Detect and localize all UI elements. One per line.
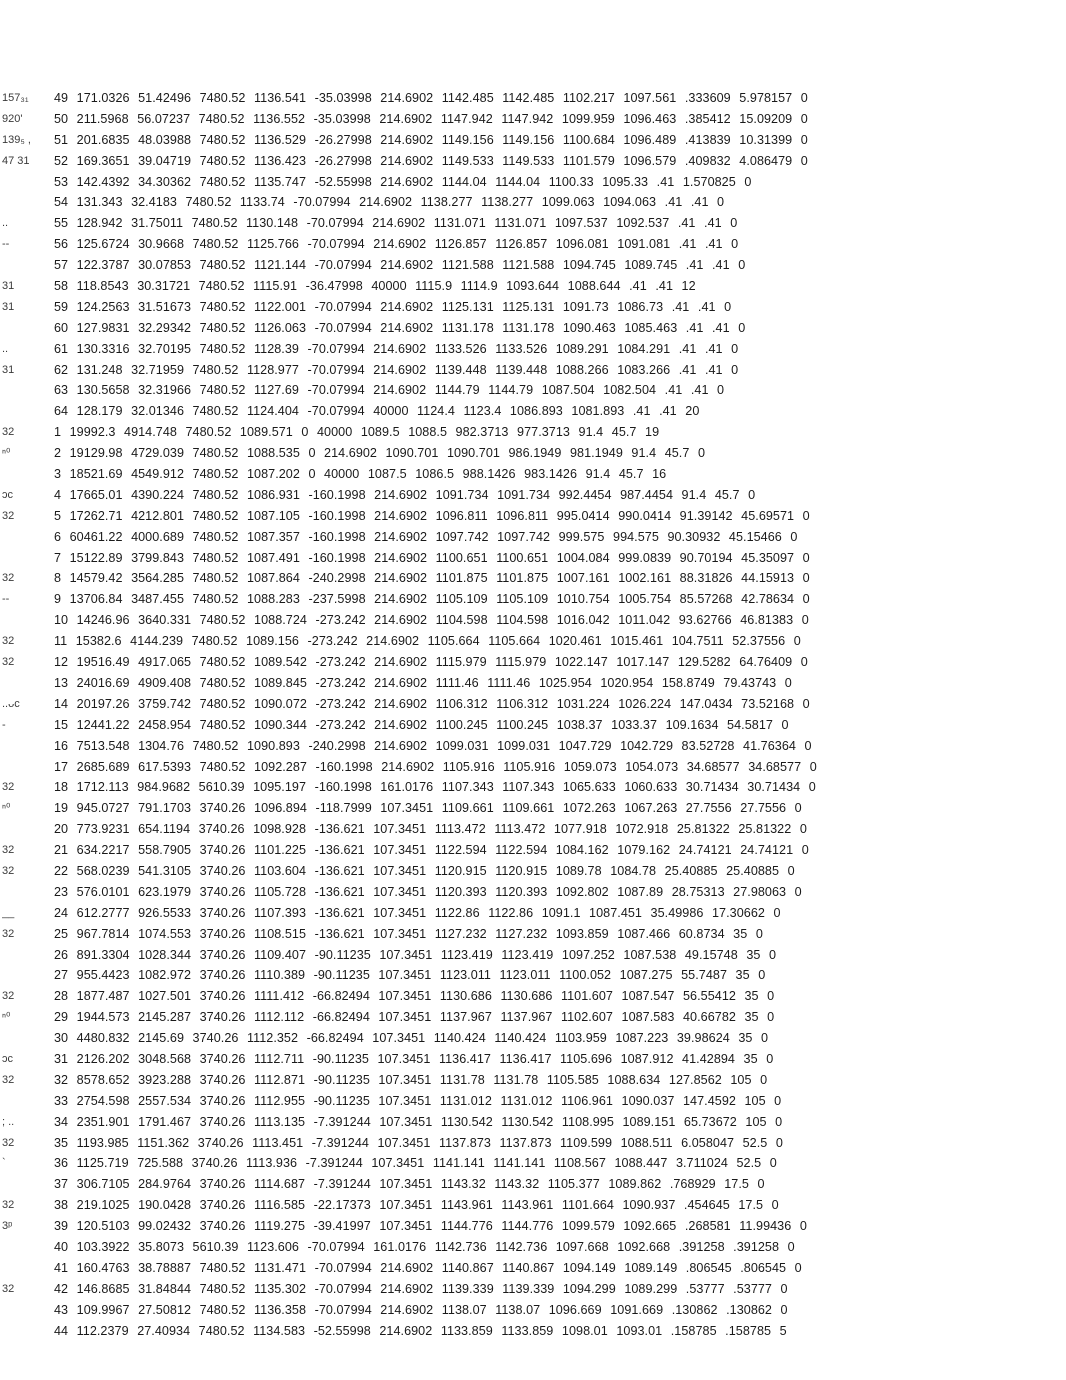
margin-annotation: 32	[2, 572, 15, 585]
data-row	[0, 1007, 1066, 1028]
margin-annotation: 32	[2, 781, 15, 794]
data-row	[0, 777, 1066, 798]
margin-annotation: ⁿ⁰	[2, 447, 11, 460]
row-values: 64 128.179 32.01346 7480.52 1124.404 -70.07994 40000 1124.4 1123.4 1086.893 1081.893 .41 .41 20	[54, 404, 700, 419]
row-values: 59 124.2563 31.51673 7480.52 1122.001 -70.07994 214.6902 1125.131 1125.131 1091.73 1086.73 .41 .41 0	[54, 299, 732, 314]
row-values: 14 20197.26 3759.742 7480.52 1090.072 -273.242 214.6902 1106.312 1106.312 1031.224 1026.224 147.0434 73.52168 0	[54, 696, 810, 711]
row-values: 36 1125.719 725.588 3740.26 1113.936 -7.391244 107.3451 1141.141 1141.141 1108.567 1088.447 3.711024 52.5 0	[54, 1156, 777, 1171]
data-row	[0, 1091, 1066, 1112]
data-row	[0, 861, 1066, 882]
data-row	[0, 1300, 1066, 1321]
data-row	[0, 130, 1066, 151]
data-row	[0, 1049, 1066, 1070]
data-row	[0, 736, 1066, 757]
data-row	[0, 443, 1066, 464]
data-row	[0, 694, 1066, 715]
data-row	[0, 840, 1066, 861]
row-values: 12 19516.49 4917.065 7480.52 1089.542 -273.242 214.6902 1115.979 1115.979 1022.147 1017.147 129.5282 64.76409 0	[54, 655, 808, 670]
row-values: 55 128.942 31.75011 7480.52 1130.148 -70.07994 214.6902 1131.071 1131.071 1097.537 1092.537 .41 .41 0	[54, 216, 738, 231]
margin-annotation: 3ᵖ	[2, 1220, 13, 1233]
margin-annotation: `	[2, 1157, 6, 1170]
row-values: 52 169.3651 39.04719 7480.52 1136.423 -26.27998 214.6902 1149.533 1149.533 1101.579 1096.579 .409832 4.086479 0	[54, 153, 808, 168]
data-row	[0, 945, 1066, 966]
margin-annotation: 157₃₁	[2, 92, 29, 104]
data-row	[0, 192, 1066, 213]
data-listing	[0, 88, 1066, 1341]
row-values: 27 955.4423 1082.972 3740.26 1110.389 -90.11235 107.3451 1123.011 1123.011 1100.052 1087.275 55.7487 35 0	[54, 968, 766, 983]
row-values: 29 1944.573 2145.287 3740.26 1112.112 -66.82494 107.3451 1137.967 1137.967 1102.607 1087.583 40.66782 35 0	[54, 1010, 775, 1025]
row-values: 2 19129.98 4729.039 7480.52 1088.535 0 214.6902 1090.701 1090.701 986.1949 981.1949 91.4 45.7 0	[54, 446, 706, 461]
data-row	[0, 1216, 1066, 1237]
data-row	[0, 485, 1066, 506]
margin-annotation: 32	[2, 1282, 15, 1295]
row-values: 62 131.248 32.71959 7480.52 1128.977 -70.07994 214.6902 1139.448 1139.448 1088.266 1083.266 .41 .41 0	[54, 362, 739, 377]
data-row	[0, 652, 1066, 673]
row-values: 30 4480.832 2145.69 3740.26 1112.352 -66.82494 107.3451 1140.424 1140.424 1103.959 1087.223 39.98624 35 0	[54, 1031, 769, 1046]
margin-annotation: __	[2, 906, 15, 919]
row-values: 20 773.9231 654.1194 3740.26 1098.928 -136.621 107.3451 1113.472 1113.472 1077.918 1072.918 25.81322 25.81322 0	[54, 822, 807, 837]
margin-annotation: ; ..	[2, 1115, 15, 1128]
data-row	[0, 506, 1066, 527]
margin-annotation: 32	[2, 1136, 15, 1149]
row-values: 56 125.6724 30.9668 7480.52 1125.766 -70.07994 214.6902 1126.857 1126.857 1096.081 1091.081 .41 .41 0	[54, 237, 739, 252]
margin-annotation: ⁿ⁰	[2, 802, 11, 815]
data-row	[0, 422, 1066, 443]
row-values: 17 2685.689 617.5393 7480.52 1092.287 -160.1998 214.6902 1105.916 1105.916 1059.073 1054.073 34.68577 34.68577 0	[54, 759, 817, 774]
row-values: 43 109.9967 27.50812 7480.52 1136.358 -70.07994 214.6902 1138.07 1138.07 1096.669 1091.669 .130862 .130862 0	[54, 1302, 788, 1317]
margin-annotation: ..ᴗᴄ	[2, 697, 20, 710]
margin-annotation: ..	[2, 342, 9, 355]
data-row	[0, 1279, 1066, 1300]
margin-annotation: 32	[2, 1199, 15, 1212]
margin-annotation: -	[2, 718, 6, 731]
row-values: 51 201.6835 48.03988 7480.52 1136.529 -26.27998 214.6902 1149.156 1149.156 1100.684 1096.489 .413839 10.31399 0	[54, 132, 808, 147]
row-values: 58 118.8543 30.31721 7480.52 1115.91 -36.47998 40000 1115.9 1114.9 1093.644 1088.644 .41 .41 12	[54, 279, 696, 294]
margin-annotation: 32	[2, 1073, 15, 1086]
margin-annotation: 31	[2, 300, 15, 313]
data-row	[0, 1112, 1066, 1133]
data-row	[0, 715, 1066, 736]
data-row	[0, 819, 1066, 840]
margin-annotation: ⁿ⁰	[2, 1011, 11, 1024]
margin-annotation: --	[2, 593, 10, 606]
row-values: 15 12441.22 2458.954 7480.52 1090.344 -273.242 214.6902 1100.245 1100.245 1038.37 1033.37 109.1634 54.5817 0	[54, 717, 789, 732]
row-values: 25 967.7814 1074.553 3740.26 1108.515 -136.621 107.3451 1127.232 1127.232 1093.859 1087.466 60.8734 35 0	[54, 926, 763, 941]
data-row	[0, 1133, 1066, 1154]
margin-annotation: 32	[2, 426, 15, 439]
row-values: 63 130.5658 32.31966 7480.52 1127.69 -70.07994 214.6902 1144.79 1144.79 1087.504 1082.504 .41 .41 0	[54, 383, 725, 398]
data-row	[0, 1237, 1066, 1258]
row-values: 6 60461.22 4000.689 7480.52 1087.357 -160.1998 214.6902 1097.742 1097.742 999.575 994.575 90.30932 45.15466 0	[54, 529, 798, 544]
data-row	[0, 903, 1066, 924]
row-values: 49 171.0326 51.42496 7480.52 1136.541 -35.03998 214.6902 1142.485 1142.485 1102.217 1097.561 .333609 5.978157 0	[54, 91, 808, 105]
margin-annotation: 32	[2, 864, 15, 877]
data-row	[0, 213, 1066, 234]
data-row	[0, 527, 1066, 548]
data-row	[0, 380, 1066, 401]
row-values: 18 1712.113 984.9682 5610.39 1095.197 -160.1998 161.0176 1107.343 1107.343 1065.633 1060.633 30.71434 30.71434 0	[54, 780, 816, 795]
data-row	[0, 151, 1066, 172]
data-row	[0, 1028, 1066, 1049]
row-values: 53 142.4392 34.30362 7480.52 1135.747 -52.55998 214.6902 1144.04 1144.04 1100.33 1095.33 .41 1.570825 0	[54, 174, 752, 189]
data-row	[0, 798, 1066, 819]
data-row	[0, 1321, 1066, 1342]
data-row	[0, 234, 1066, 255]
margin-annotation: --	[2, 238, 10, 251]
data-row	[0, 965, 1066, 986]
margin-annotation: 31	[2, 363, 15, 376]
data-row	[0, 673, 1066, 694]
data-row	[0, 1195, 1066, 1216]
row-values: 57 122.3787 30.07853 7480.52 1121.144 -70.07994 214.6902 1121.588 1121.588 1094.745 1089.745 .41 .41 0	[54, 258, 746, 273]
margin-annotation: 32	[2, 844, 15, 857]
data-row	[0, 276, 1066, 297]
row-values: 61 130.3316 32.70195 7480.52 1128.39 -70.07994 214.6902 1133.526 1133.526 1089.291 1084.291 .41 .41 0	[54, 341, 739, 356]
data-row	[0, 589, 1066, 610]
row-values: 44 112.2379 27.40934 7480.52 1134.583 -52.55998 214.6902 1133.859 1133.859 1098.01 1093.01 .158785 .158785 5	[54, 1323, 787, 1338]
row-values: 5 17262.71 4212.801 7480.52 1087.105 -160.1998 214.6902 1096.811 1096.811 995.0414 990.0414 91.39142 45.69571 0	[54, 508, 810, 523]
data-row	[0, 1070, 1066, 1091]
row-values: 8 14579.42 3564.285 7480.52 1087.864 -240.2998 214.6902 1101.875 1101.875 1007.161 1002.161 88.31826 44.15913 0	[54, 571, 810, 586]
row-values: 13 24016.69 4909.408 7480.52 1089.845 -273.242 214.6902 1111.46 1111.46 1025.954 1020.954 158.8749 79.43743 0	[54, 675, 792, 690]
data-row	[0, 172, 1066, 193]
margin-annotation: 32	[2, 927, 15, 940]
row-values: 31 2126.202 3048.568 3740.26 1112.711 -90.11235 107.3451 1136.417 1136.417 1105.696 1087.912 41.42894 35 0	[54, 1051, 774, 1066]
row-values: 38 219.1025 190.0428 3740.26 1116.585 -22.17373 107.3451 1143.961 1143.961 1101.664 1090.937 .454645 17.5 0	[54, 1198, 779, 1213]
margin-annotation: 32	[2, 635, 15, 648]
margin-annotation: ɔc	[2, 1052, 13, 1065]
row-values: 34 2351.901 1791.467 3740.26 1113.135 -7.391244 107.3451 1130.542 1130.542 1108.995 1089.151 65.73672 105 0	[54, 1114, 783, 1129]
row-values: 23 576.0101 623.1979 3740.26 1105.728 -136.621 107.3451 1120.393 1120.393 1092.802 1087.89 28.75313 27.98063 0	[54, 884, 802, 899]
row-values: 16 7513.548 1304.76 7480.52 1090.893 -240.2998 214.6902 1099.031 1099.031 1047.729 1042.729 83.52728 41.76364 0	[54, 738, 812, 753]
margin-annotation: ..	[2, 217, 9, 230]
row-values: 50 211.5968 56.07237 7480.52 1136.552 -35.03998 214.6902 1147.942 1147.942 1099.959 1096.463 .385412 15.09209 0	[54, 111, 808, 126]
data-row	[0, 757, 1066, 778]
data-row	[0, 986, 1066, 1007]
data-row	[0, 297, 1066, 318]
data-row	[0, 882, 1066, 903]
margin-annotation: ɔc	[2, 488, 13, 501]
row-values: 11 15382.6 4144.239 7480.52 1089.156 -273.242 214.6902 1105.664 1105.664 1020.461 1015.461 104.7511 52.37556 0	[54, 634, 801, 649]
data-row	[0, 318, 1066, 339]
margin-annotation: 32	[2, 990, 15, 1003]
row-values: 24 612.2777 926.5533 3740.26 1107.393 -136.621 107.3451 1122.86 1122.86 1091.1 1087.451 35.49986 17.30662 0	[54, 905, 781, 920]
row-values: 26 891.3304 1028.344 3740.26 1109.407 -90.11235 107.3451 1123.419 1123.419 1097.252 1087.538 49.15748 35 0	[54, 947, 777, 962]
margin-annotation: 139₅ ,	[2, 133, 31, 146]
row-values: 4 17665.01 4390.224 7480.52 1086.931 -160.1998 214.6902 1091.734 1091.734 992.4454 987.4454 91.4 45.7 0	[54, 487, 756, 502]
row-values: 28 1877.487 1027.501 3740.26 1111.412 -66.82494 107.3451 1130.686 1130.686 1101.607 1087.547 56.55412 35 0	[54, 989, 775, 1004]
row-values: 40 103.3922 35.8073 5610.39 1123.606 -70.07994 161.0176 1142.736 1142.736 1097.668 1092.668 .391258 .391258 0	[54, 1239, 795, 1254]
row-values: 9 13706.84 3487.455 7480.52 1088.283 -237.5998 214.6902 1105.109 1105.109 1010.754 1005.754 85.57268 42.78634 0	[54, 592, 810, 607]
data-row	[0, 109, 1066, 130]
row-values: 1 19992.3 4914.748 7480.52 1089.571 0 40000 1089.5 1088.5 982.3713 977.3713 91.4 45.7 19	[54, 425, 660, 440]
margin-annotation: 31	[2, 280, 15, 293]
row-values: 35 1193.985 1151.362 3740.26 1113.451 -7.391244 107.3451 1137.873 1137.873 1109.599 1088.511 6.058047 52.5 0	[54, 1135, 783, 1150]
margin-annotation: 32	[2, 509, 15, 522]
data-row	[0, 548, 1066, 569]
row-values: 33 2754.598 2557.534 3740.26 1112.955 -90.11235 107.3451 1131.012 1131.012 1106.961 1090.037 147.4592 105 0	[54, 1093, 782, 1108]
row-values: 32 8578.652 3923.288 3740.26 1112.871 -90.11235 107.3451 1131.78 1131.78 1105.585 1088.634 127.8562 105 0	[54, 1072, 768, 1087]
data-row	[0, 88, 1066, 109]
data-row	[0, 1258, 1066, 1279]
data-row	[0, 401, 1066, 422]
data-row	[0, 464, 1066, 485]
row-values: 19 945.0727 791.1703 3740.26 1096.894 -118.7999 107.3451 1109.661 1109.661 1072.263 1067.263 27.7556 27.7556 0	[54, 801, 802, 816]
data-row	[0, 1153, 1066, 1174]
row-values: 42 146.8685 31.84844 7480.52 1135.302 -70.07994 214.6902 1139.339 1139.339 1094.299 1089.299 .53777 .53777 0	[54, 1281, 788, 1296]
row-values: 3 18521.69 4549.912 7480.52 1087.202 0 40000 1087.5 1086.5 988.1426 983.1426 91.4 45.7 16	[54, 467, 667, 482]
row-values: 41 160.4763 38.78887 7480.52 1131.471 -70.07994 214.6902 1140.867 1140.867 1094.149 1089.149 .806545 .806545 0	[54, 1260, 802, 1275]
data-row	[0, 610, 1066, 631]
row-values: 7 15122.89 3799.843 7480.52 1087.491 -160.1998 214.6902 1100.651 1100.651 1004.084 999.0839 90.70194 45.35097 0	[54, 550, 810, 565]
data-row	[0, 924, 1066, 945]
data-row	[0, 255, 1066, 276]
row-values: 10 14246.96 3640.331 7480.52 1088.724 -273.242 214.6902 1104.598 1104.598 1016.042 1011.042 93.62766 46.81383 0	[54, 613, 809, 628]
data-row	[0, 568, 1066, 589]
row-values: 37 306.7105 284.9764 3740.26 1114.687 -7.391244 107.3451 1143.32 1143.32 1105.377 1089.862 .768929 17.5 0	[54, 1177, 765, 1192]
row-values: 21 634.2217 558.7905 3740.26 1101.225 -136.621 107.3451 1122.594 1122.594 1084.162 1079.162 24.74121 24.74121 0	[54, 843, 809, 858]
row-values: 60 127.9831 32.29342 7480.52 1126.063 -70.07994 214.6902 1131.178 1131.178 1090.463 1085.463 .41 .41 0	[54, 320, 746, 335]
margin-annotation: 47 31	[2, 154, 30, 167]
row-values: 54 131.343 32.4183 7480.52 1133.74 -70.07994 214.6902 1138.277 1138.277 1099.063 1094.063 .41 .41 0	[54, 195, 725, 210]
margin-annotation: 32	[2, 656, 15, 669]
data-row	[0, 631, 1066, 652]
margin-annotation: 920'	[2, 112, 23, 125]
row-values: 39 120.5103 99.02432 3740.26 1119.275 -39.41997 107.3451 1144.776 1144.776 1099.579 1092.665 .268581 11.99436 0	[54, 1219, 807, 1234]
row-values: 22 568.0239 541.3105 3740.26 1103.604 -136.621 107.3451 1120.915 1120.915 1089.78 1084.78 25.40885 25.40885 0	[54, 863, 795, 878]
data-row	[0, 1174, 1066, 1195]
data-row	[0, 339, 1066, 360]
data-row	[0, 360, 1066, 381]
